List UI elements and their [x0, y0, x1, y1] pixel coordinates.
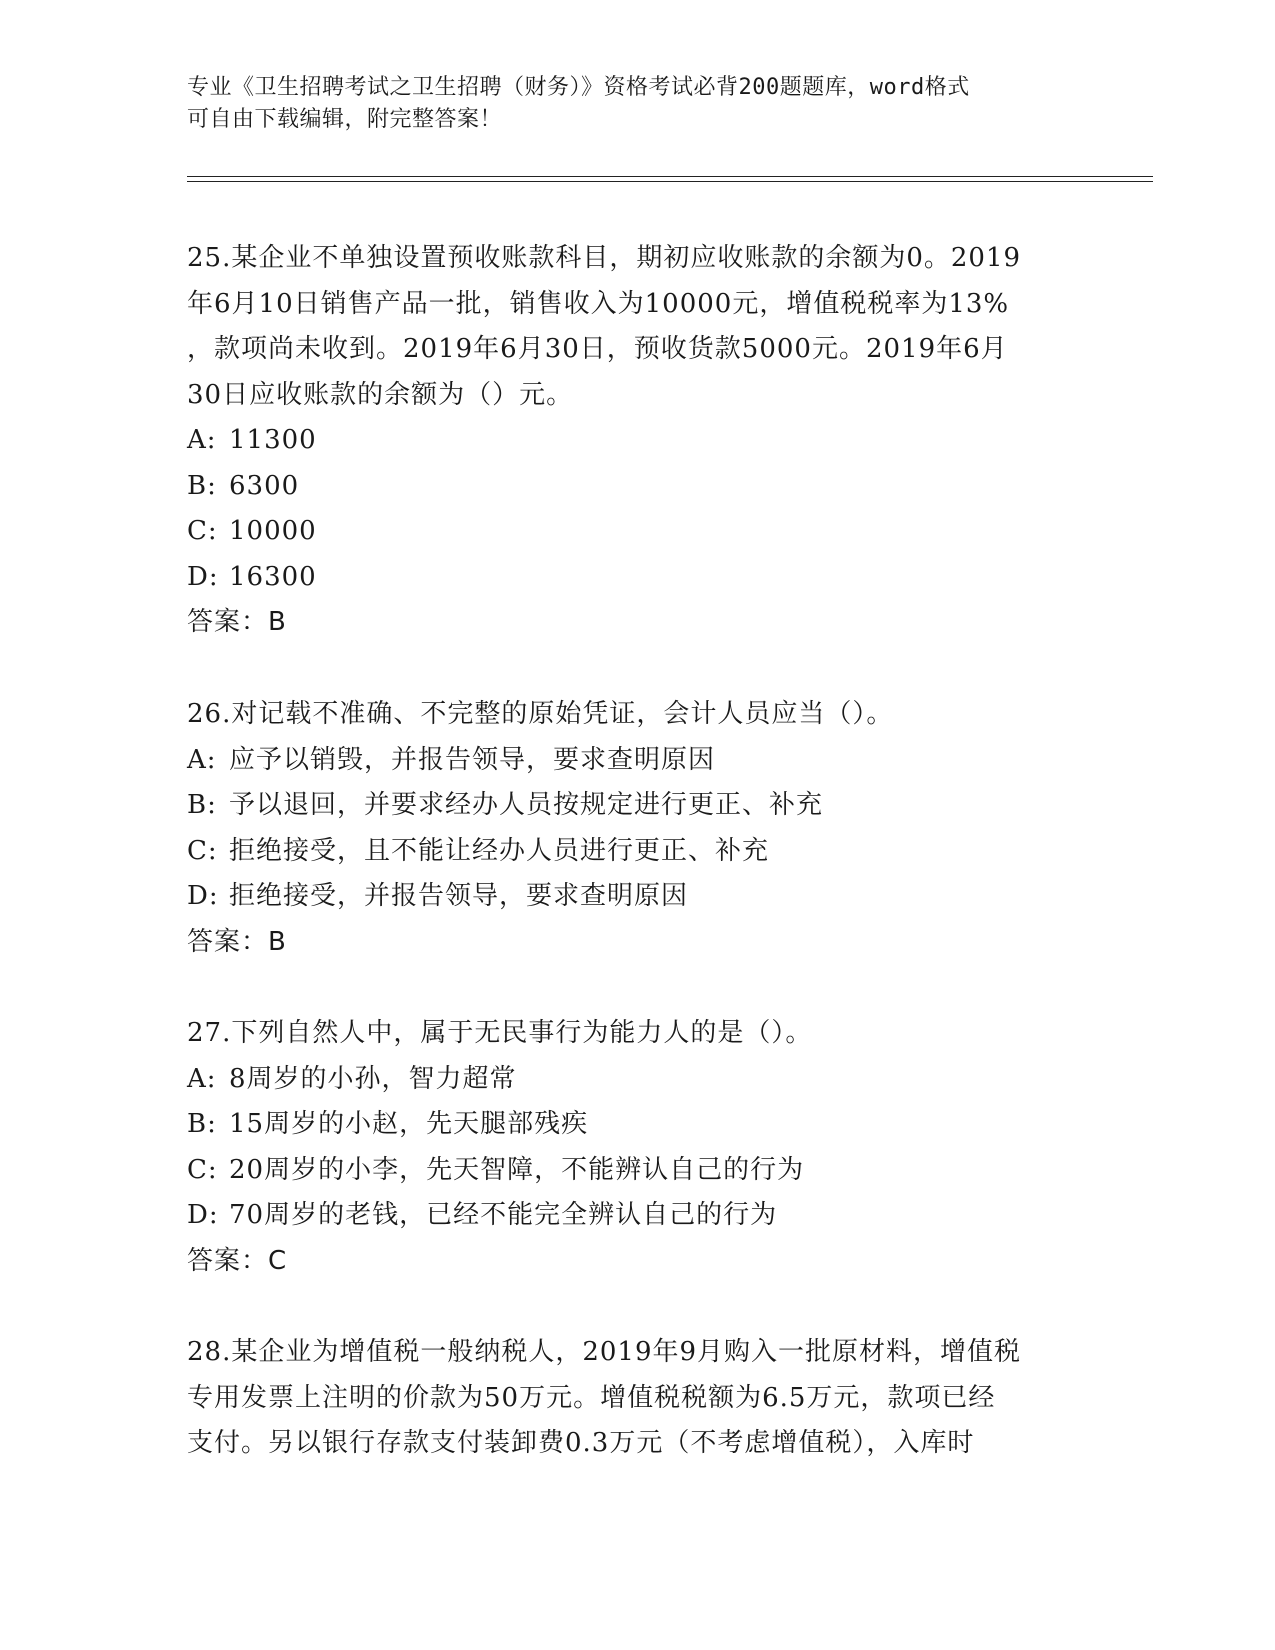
- answer-line: 答案：B: [187, 926, 287, 957]
- stem-line: 支付。另以银行存款支付装卸费0.3万元（不考虑增值税），入库时: [187, 1428, 975, 1458]
- option-d: [187, 555, 1087, 601]
- option-c: [187, 829, 1087, 875]
- question-stem: [187, 1330, 1087, 1467]
- option-text: 15周岁的小赵，先天腿部残疾: [229, 1109, 589, 1139]
- option-b: [187, 783, 1087, 829]
- stem-line: 30日应收账款的余额为（）元。: [187, 379, 574, 410]
- option-c: [187, 1148, 1087, 1194]
- option-key: A:: [187, 1063, 217, 1094]
- option-b: [187, 464, 1087, 510]
- option-key: A:: [187, 744, 217, 775]
- option-text: 6300: [229, 470, 300, 501]
- question-26: [187, 692, 1087, 965]
- option-b: [187, 1102, 1087, 1148]
- option-key: B:: [187, 470, 217, 501]
- option-key: C:: [187, 1154, 218, 1185]
- option-a: [187, 738, 1087, 784]
- option-key: C:: [187, 516, 218, 546]
- header-divider-top: [187, 176, 1153, 177]
- question-27: [187, 1011, 1087, 1284]
- header-divider-bottom: [187, 181, 1153, 182]
- option-text: 70周岁的老钱，已经不能完全辨认自己的行为: [229, 1200, 778, 1230]
- question-stem: [187, 692, 1087, 738]
- option-text: 11300: [229, 425, 317, 455]
- option-a: [187, 1057, 1087, 1103]
- stem-line: 专用发票上注明的价款为50万元。增值税税额为6.5万元，款项已经: [187, 1382, 996, 1413]
- option-key: D:: [187, 881, 219, 911]
- question-25: [187, 236, 1087, 646]
- answer-line: 答案：B: [187, 607, 287, 637]
- stem-line: 25.某企业不单独设置预收账款科目，期初应收账款的余额为0。2019: [187, 243, 1022, 273]
- stem-line: 27.下列自然人中，属于无民事行为能力人的是（）。: [187, 1018, 813, 1048]
- option-c: [187, 509, 1087, 555]
- stem-line: 28.某企业为增值税一般纳税人，2019年9月购入一批原材料，增值税: [187, 1337, 1022, 1367]
- header-line-1: 专业《卫生招聘考试之卫生招聘（财务）》资格考试必背200题题库，word格式: [187, 75, 970, 100]
- stem-line: 年6月10日销售产品一批，销售收入为10000元，增值税税率为13%: [187, 288, 1010, 319]
- option-text: 拒绝接受，并报告领导，要求查明原因: [229, 881, 689, 911]
- option-text: 16300: [229, 561, 317, 592]
- option-text: 8周岁的小孙，智力超常: [229, 1063, 517, 1094]
- option-text: 予以退回，并要求经办人员按规定进行更正、补充: [229, 790, 824, 820]
- stem-line: ，款项尚未收到。2019年6月30日，预收货款5000元。2019年6月: [187, 334, 1008, 364]
- question-stem: [187, 236, 1087, 418]
- answer-line: 答案：C: [187, 1245, 288, 1276]
- header-line-2: 可自由下载编辑，附完整答案！: [187, 107, 503, 132]
- question-28: [187, 1330, 1087, 1467]
- option-text: 10000: [229, 516, 317, 546]
- stem-line: 26.对记载不准确、不完整的原始凭证，会计人员应当（）。: [187, 699, 894, 729]
- option-key: C:: [187, 835, 218, 866]
- option-text: 拒绝接受，且不能让经办人员进行更正、补充: [229, 835, 770, 866]
- option-d: [187, 874, 1087, 920]
- option-text: 应予以销毁，并报告领导，要求查明原因: [229, 744, 716, 775]
- option-key: B:: [187, 1109, 217, 1139]
- document-header: [187, 72, 1067, 136]
- option-a: [187, 418, 1087, 464]
- option-key: A:: [187, 425, 217, 455]
- question-stem: [187, 1011, 1087, 1057]
- option-d: [187, 1193, 1087, 1239]
- option-key: B:: [187, 790, 217, 820]
- option-key: D:: [187, 1200, 219, 1230]
- option-text: 20周岁的小李，先天智障，不能辨认自己的行为: [229, 1154, 805, 1185]
- option-key: D:: [187, 561, 219, 592]
